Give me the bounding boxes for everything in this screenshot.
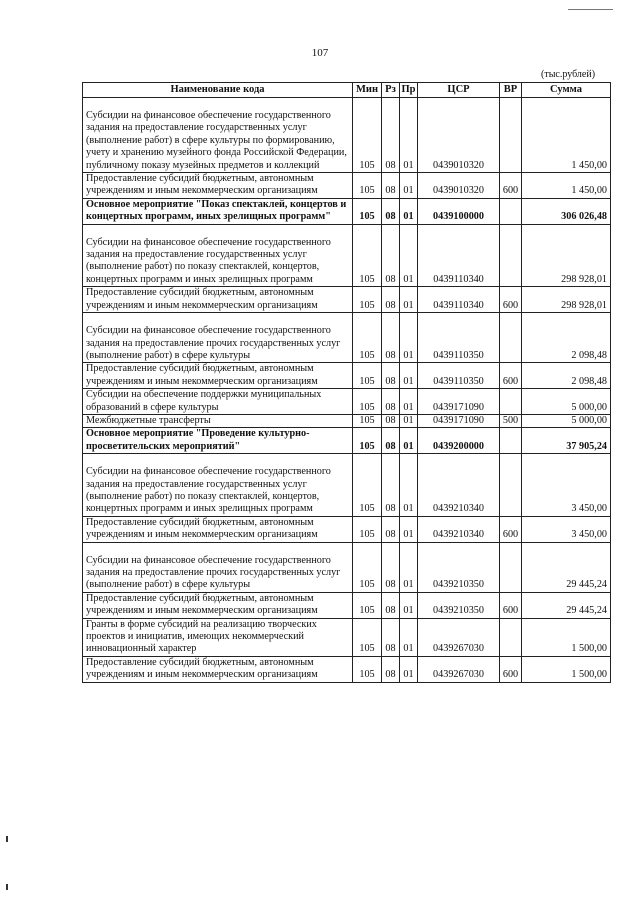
cell-csr	[418, 173, 500, 199]
cell-name-text: Субсидии на финансовое обеспечение государственного задания на предоставление государственных услуг (выполнение работ) по показу спектаклей, концертов, концертных программ и иных зрелищных программ	[86, 236, 331, 285]
table-row	[83, 618, 611, 656]
header-pr: Пр	[400, 83, 418, 98]
cell-name-text: Субсидии на финансовое обеспечение государственного задания на предоставление государственных услуг (выполнение работ) в сфере культуры по формированию, учету и хранению музейного фонда Российской Федерации, публичному показу музейных предметов и коллекций	[86, 110, 347, 171]
cell-sum-text: 3 450,00	[571, 503, 607, 515]
cell-pr-text: 01	[403, 669, 414, 681]
table-row	[83, 428, 611, 454]
cell-csr	[418, 287, 500, 313]
cell-csr-text: 0439010320	[433, 159, 484, 171]
cell-pr	[400, 516, 418, 542]
cell-rz	[382, 592, 400, 618]
cell-min-text: 105	[359, 643, 375, 655]
cell-min	[353, 454, 382, 517]
cell-vr	[500, 287, 522, 313]
cell-name-text: Предоставление субсидий бюджетным, автономным учреждениям и иным некоммерческим организациям	[86, 516, 318, 541]
cell-vr-text: 600	[502, 299, 519, 311]
cell-pr-text: 01	[403, 440, 414, 452]
cell-csr-text: 0439100000	[433, 211, 484, 223]
cell-min	[353, 428, 382, 454]
cell-csr	[418, 454, 500, 517]
cell-vr	[500, 363, 522, 389]
cell-csr	[418, 198, 500, 224]
cell-csr-text: 0439210340	[433, 503, 484, 515]
cell-sum	[522, 313, 611, 363]
cell-name	[83, 454, 353, 517]
cell-vr-text: 600	[502, 669, 519, 681]
cell-name	[83, 656, 353, 682]
cell-min	[353, 198, 382, 224]
cell-rz	[382, 656, 400, 682]
cell-vr	[500, 516, 522, 542]
cell-min-text: 105	[359, 579, 375, 591]
cell-csr-text: 0439210340	[433, 529, 484, 541]
table-row	[83, 414, 611, 427]
cell-min-text: 105	[359, 375, 375, 387]
cell-vr	[500, 98, 522, 173]
table-row	[83, 542, 611, 592]
cell-sum-text: 1 450,00	[571, 159, 607, 171]
cell-sum-text: 298 928,01	[561, 273, 607, 285]
cell-rz	[382, 173, 400, 199]
cell-csr	[418, 656, 500, 682]
cell-min-text: 105	[359, 414, 375, 426]
table-row	[83, 287, 611, 313]
cell-pr	[400, 98, 418, 173]
cell-min	[353, 656, 382, 682]
margin-mark	[6, 884, 8, 890]
cell-min-text: 105	[359, 299, 375, 311]
cell-min-text: 105	[359, 159, 375, 171]
cell-csr-text: 0439110340	[433, 299, 484, 311]
cell-sum	[522, 389, 611, 415]
cell-name-text: Предоставление субсидий бюджетным, автономным учреждениям и иным некоммерческим организациям	[86, 363, 318, 387]
cell-name-text: Субсидии на финансовое обеспечение государственного задания на предоставление государственных услуг (выполнение работ) по показу спектаклей, концертов, концертных программ и иных зрелищных программ	[86, 466, 331, 515]
cell-pr	[400, 414, 418, 427]
unit-note: (тыс.рублей)	[541, 69, 596, 80]
cell-sum	[522, 656, 611, 682]
cell-pr	[400, 454, 418, 517]
cell-rz-text: 08	[385, 643, 396, 655]
cell-min-text: 105	[359, 503, 375, 515]
header-name: Наименование кода	[83, 83, 353, 98]
cell-rz	[382, 454, 400, 517]
cell-rz	[382, 389, 400, 415]
cell-csr	[418, 389, 500, 415]
cell-sum	[522, 224, 611, 287]
cell-pr-text: 01	[403, 401, 414, 413]
cell-rz-text: 08	[385, 211, 396, 223]
cell-sum-text: 298 928,01	[561, 299, 607, 311]
cell-vr	[500, 618, 522, 656]
top-rule	[568, 9, 613, 10]
cell-pr-text: 01	[403, 211, 414, 223]
cell-csr	[418, 592, 500, 618]
cell-rz-text: 08	[385, 669, 396, 681]
cell-vr	[500, 414, 522, 427]
cell-name-text: Предоставление субсидий бюджетным, автономным учреждениям и иным некоммерческим организациям	[86, 287, 318, 311]
cell-rz	[382, 618, 400, 656]
cell-csr	[418, 224, 500, 287]
cell-csr	[418, 313, 500, 363]
cell-sum-text: 1 500,00	[571, 643, 607, 655]
cell-pr	[400, 542, 418, 592]
cell-pr-text: 01	[403, 414, 414, 426]
cell-min	[353, 313, 382, 363]
cell-name-text: Субсидии на обеспечение поддержки муниципальных образований в сфере культуры	[86, 389, 322, 413]
cell-sum	[522, 516, 611, 542]
cell-pr-text: 01	[403, 529, 414, 541]
cell-min-text: 105	[359, 273, 375, 285]
cell-sum-text: 29 445,24	[566, 579, 607, 591]
cell-vr	[500, 428, 522, 454]
cell-name	[83, 389, 353, 415]
cell-name	[83, 363, 353, 389]
cell-pr	[400, 618, 418, 656]
cell-name-text: Межбюджетные трансферты	[86, 414, 211, 426]
cell-sum	[522, 363, 611, 389]
cell-pr	[400, 363, 418, 389]
cell-pr-text: 01	[403, 605, 414, 617]
cell-name	[83, 542, 353, 592]
header-csr: ЦСР	[418, 83, 500, 98]
cell-min	[353, 542, 382, 592]
margin-mark	[6, 836, 8, 842]
cell-sum-text: 306 026,48	[561, 211, 607, 223]
cell-min	[353, 414, 382, 427]
header-min: Мин	[353, 83, 382, 98]
cell-min-text: 105	[359, 440, 375, 452]
cell-rz-text: 08	[385, 401, 396, 413]
cell-csr	[418, 542, 500, 592]
cell-sum	[522, 414, 611, 427]
cell-sum-text: 2 098,48	[571, 349, 607, 361]
cell-name-text: Основное мероприятие "Проведение культурно-просветительских мероприятий"	[86, 428, 310, 452]
cell-vr	[500, 592, 522, 618]
cell-pr	[400, 198, 418, 224]
cell-sum	[522, 542, 611, 592]
cell-csr	[418, 428, 500, 454]
cell-name	[83, 414, 353, 427]
cell-csr	[418, 414, 500, 427]
cell-name	[83, 98, 353, 173]
cell-rz-text: 08	[385, 349, 396, 361]
cell-name-text: Субсидии на финансовое обеспечение государственного задания на предоставление прочих государственных услуг (выполнение работ) в сфере культуры	[86, 325, 341, 361]
cell-min	[353, 389, 382, 415]
cell-name-text: Предоставление субсидий бюджетным, автономным учреждениям и иным некоммерческим организациям	[86, 592, 318, 617]
cell-csr	[418, 618, 500, 656]
table-row	[83, 454, 611, 517]
cell-csr-text: 0439110340	[433, 273, 484, 285]
cell-sum-text: 1 450,00	[571, 185, 607, 197]
cell-vr	[500, 198, 522, 224]
cell-csr-text: 0439110350	[433, 349, 484, 361]
table-row	[83, 224, 611, 287]
cell-vr-text: 500	[502, 414, 519, 426]
cell-pr-text: 01	[403, 299, 414, 311]
cell-sum	[522, 428, 611, 454]
cell-sum-text: 29 445,24	[566, 605, 607, 617]
cell-sum-text: 2 098,48	[571, 375, 607, 387]
cell-csr	[418, 363, 500, 389]
cell-csr-text: 0439110350	[433, 375, 484, 387]
cell-csr	[418, 516, 500, 542]
cell-name-text: Предоставление субсидий бюджетным, автономным учреждениям и иным некоммерческим организациям	[86, 173, 318, 197]
cell-vr	[500, 173, 522, 199]
cell-vr	[500, 224, 522, 287]
cell-csr-text: 0439210350	[433, 605, 484, 617]
cell-vr-text: 600	[502, 605, 519, 617]
cell-csr-text: 0439267030	[433, 669, 484, 681]
cell-vr-text: 600	[502, 185, 519, 197]
cell-pr-text: 01	[403, 159, 414, 171]
cell-min	[353, 98, 382, 173]
table-row	[83, 656, 611, 682]
cell-rz	[382, 287, 400, 313]
cell-sum	[522, 618, 611, 656]
cell-min-text: 105	[359, 349, 375, 361]
cell-sum	[522, 287, 611, 313]
cell-rz	[382, 363, 400, 389]
cell-rz-text: 08	[385, 440, 396, 452]
cell-csr-text: 0439171090	[433, 401, 484, 413]
cell-name	[83, 592, 353, 618]
cell-pr	[400, 313, 418, 363]
cell-csr-text: 0439267030	[433, 643, 484, 655]
cell-name-text: Предоставление субсидий бюджетным, автономным учреждениям и иным некоммерческим организациям	[86, 656, 318, 681]
cell-pr-text: 01	[403, 643, 414, 655]
cell-rz	[382, 98, 400, 173]
cell-rz-text: 08	[385, 605, 396, 617]
cell-min-text: 105	[359, 401, 375, 413]
cell-name-text: Основное мероприятие "Показ спектаклей, концертов и концертных программ, иных зрелищных программ"	[86, 198, 347, 223]
cell-name-text: Гранты в форме субсидий на реализацию творческих проектов и инициатив, имеющих некоммерческий инновационный характер	[86, 618, 317, 655]
cell-rz-text: 08	[385, 414, 396, 426]
cell-rz-text: 08	[385, 375, 396, 387]
cell-vr-text: 600	[502, 375, 519, 387]
cell-min	[353, 173, 382, 199]
cell-sum	[522, 98, 611, 173]
table-body	[83, 98, 611, 683]
table-row	[83, 173, 611, 199]
cell-csr-text: 0439171090	[433, 414, 484, 426]
cell-vr	[500, 542, 522, 592]
cell-rz	[382, 542, 400, 592]
cell-pr-text: 01	[403, 579, 414, 591]
cell-name	[83, 287, 353, 313]
table-row	[83, 363, 611, 389]
table-row	[83, 592, 611, 618]
cell-name	[83, 198, 353, 224]
cell-sum-text: 37 905,24	[566, 440, 607, 452]
page-number: 107	[311, 47, 329, 59]
table-header-row	[83, 83, 611, 98]
cell-sum	[522, 198, 611, 224]
cell-pr-text: 01	[403, 185, 414, 197]
cell-pr-text: 01	[403, 273, 414, 285]
cell-pr	[400, 224, 418, 287]
cell-vr	[500, 656, 522, 682]
cell-pr	[400, 656, 418, 682]
cell-rz-text: 08	[385, 299, 396, 311]
cell-sum-text: 3 450,00	[571, 529, 607, 541]
cell-rz	[382, 428, 400, 454]
table-row	[83, 198, 611, 224]
cell-pr	[400, 592, 418, 618]
cell-min	[353, 592, 382, 618]
cell-min-text: 105	[359, 669, 375, 681]
cell-vr	[500, 389, 522, 415]
cell-pr-text: 01	[403, 349, 414, 361]
cell-min-text: 105	[359, 529, 375, 541]
header-vr: ВР	[500, 83, 522, 98]
cell-csr-text: 0439010320	[433, 185, 484, 197]
cell-name	[83, 516, 353, 542]
cell-rz	[382, 224, 400, 287]
header-rz: Рз	[382, 83, 400, 98]
cell-sum	[522, 592, 611, 618]
cell-rz	[382, 313, 400, 363]
cell-csr-text: 0439200000	[433, 440, 484, 452]
cell-rz	[382, 516, 400, 542]
cell-min	[353, 287, 382, 313]
cell-name	[83, 224, 353, 287]
cell-min-text: 105	[359, 185, 375, 197]
cell-rz-text: 08	[385, 529, 396, 541]
cell-min	[353, 618, 382, 656]
table-row	[83, 516, 611, 542]
cell-sum	[522, 454, 611, 517]
table-row	[83, 313, 611, 363]
cell-sum-text: 5 000,00	[571, 401, 607, 413]
cell-name	[83, 173, 353, 199]
cell-rz-text: 08	[385, 185, 396, 197]
cell-rz	[382, 414, 400, 427]
cell-name	[83, 313, 353, 363]
cell-sum-text: 5 000,00	[571, 414, 607, 426]
table-row	[83, 389, 611, 415]
header-sum: Сумма	[522, 83, 611, 98]
cell-vr	[500, 313, 522, 363]
cell-min-text: 105	[359, 211, 375, 223]
cell-csr	[418, 98, 500, 173]
cell-rz	[382, 198, 400, 224]
cell-pr	[400, 428, 418, 454]
cell-sum-text: 1 500,00	[571, 669, 607, 681]
cell-name-text: Субсидии на финансовое обеспечение государственного задания на предоставление прочих государственных услуг (выполнение работ) в сфере культуры	[86, 554, 341, 591]
cell-csr-text: 0439210350	[433, 579, 484, 591]
cell-vr	[500, 454, 522, 517]
cell-rz-text: 08	[385, 503, 396, 515]
cell-pr-text: 01	[403, 503, 414, 515]
cell-min	[353, 363, 382, 389]
cell-rz-text: 08	[385, 579, 396, 591]
cell-vr-text: 600	[502, 529, 519, 541]
cell-min	[353, 516, 382, 542]
cell-pr-text: 01	[403, 375, 414, 387]
cell-pr	[400, 287, 418, 313]
cell-pr	[400, 173, 418, 199]
cell-min-text: 105	[359, 605, 375, 617]
cell-sum	[522, 173, 611, 199]
cell-pr	[400, 389, 418, 415]
cell-rz-text: 08	[385, 159, 396, 171]
budget-table	[82, 82, 611, 683]
cell-name	[83, 428, 353, 454]
cell-min	[353, 224, 382, 287]
table-row	[83, 98, 611, 173]
cell-name	[83, 618, 353, 656]
cell-rz-text: 08	[385, 273, 396, 285]
